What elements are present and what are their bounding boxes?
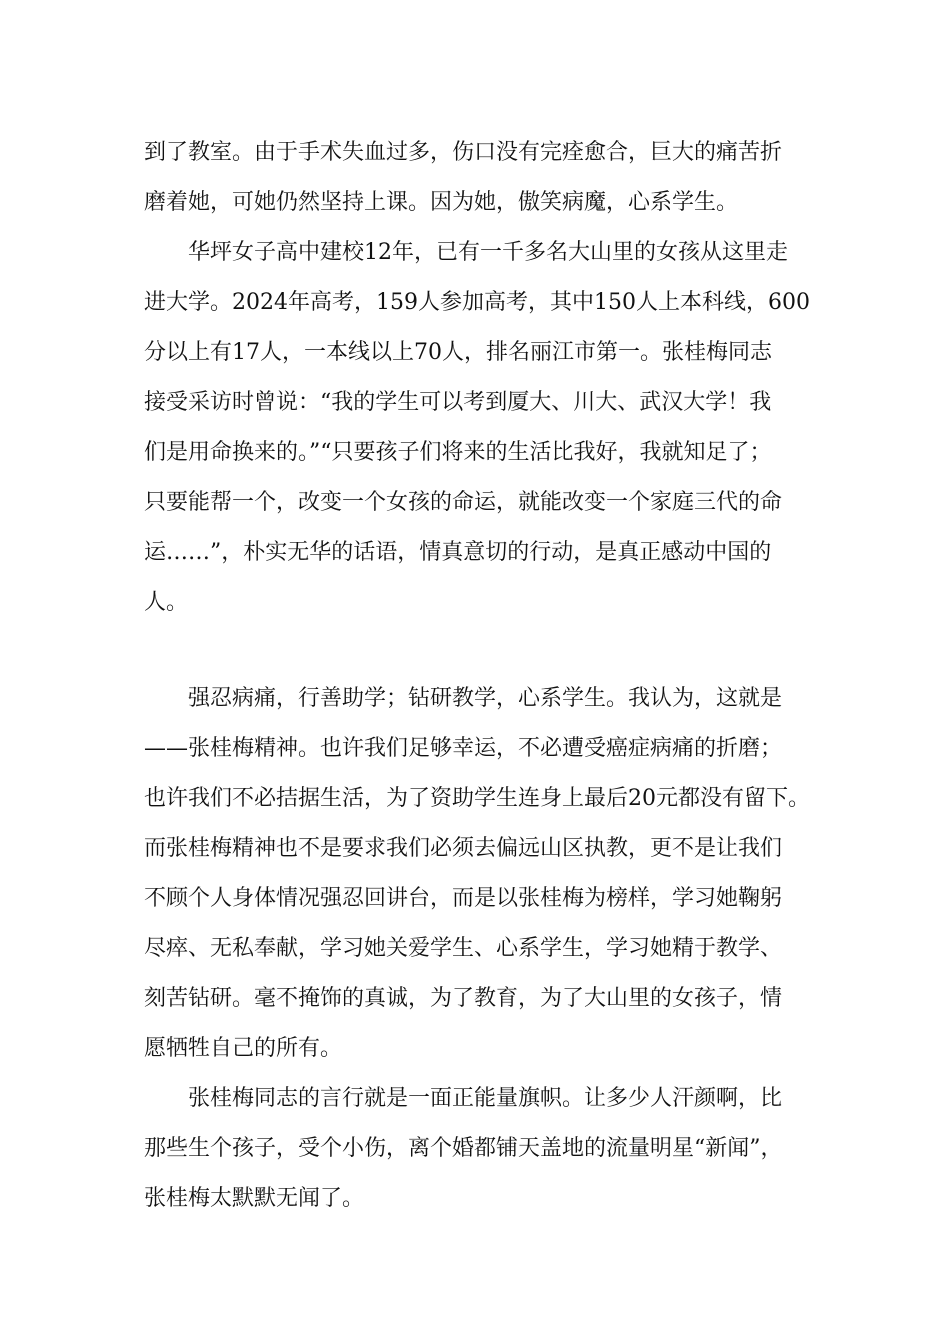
paragraph-line: 尽瘁、无私奉献，学习她关爱学生、心系学生，学习她精于教学、: [144, 936, 783, 961]
paragraph-line: 强忍病痛，行善助学；钻研教学，心系学生。我认为，这就是: [188, 686, 783, 711]
paragraph-line: 而张桂梅精神也不是要求我们必须去偏远山区执教，更不是让我们: [144, 836, 783, 861]
paragraph-line: 们是用命换来的。”“只要孩子们将来的生活比我好，我就知足了；: [144, 440, 772, 465]
paragraph-line: 到了教室。由于手术失血过多，伤口没有完痊愈合，巨大的痛苦折: [144, 140, 783, 165]
paragraph-line: 那些生个孩子，受个小伤，离个婚都铺天盖地的流量明星“新闻”，: [144, 1136, 783, 1161]
paragraph-line: 分以上有17人，一本线以上70人，排名丽江市第一。张桂梅同志: [144, 340, 772, 365]
paragraph-line: 磨着她，可她仍然坚持上课。因为她，傲笑病魔，心系学生。: [144, 190, 739, 215]
paragraph-line: 也许我们不必拮据生活，为了资助学生连身上最后20元都没有留下。: [144, 786, 810, 811]
paragraph-line: ——张桂梅精神。也许我们足够幸运，不必遭受癌症病痛的折磨；: [144, 736, 783, 761]
paragraph-line: 华坪女子高中建校12年，已有一千多名大山里的女孩从这里走: [188, 240, 788, 265]
paragraph-line: 不顾个人身体情况强忍回讲台，而是以张桂梅为榜样，学习她鞠躬: [144, 886, 783, 911]
paragraph-line: 张桂梅同志的言行就是一面正能量旗帜。让多少人汗颜啊，比: [188, 1086, 783, 1111]
paragraph-line: 人。: [144, 590, 189, 615]
paragraph-line: 接受采访时曾说：“我的学生可以考到厦大、川大、武汉大学！我: [144, 390, 772, 415]
paragraph-line: 愿牺牲自己的所有。: [144, 1036, 343, 1061]
paragraph-line: 进大学。2024年高考，159人参加高考，其中150人上本科线，600: [144, 290, 810, 315]
paragraph-line: 只要能帮一个，改变一个女孩的命运，就能改变一个家庭三代的命: [144, 490, 783, 515]
paragraph-line: 运……”，朴实无华的话语，情真意切的行动，是真正感动中国的: [144, 540, 772, 565]
paragraph-line: 刻苦钻研。毫不掩饰的真诚，为了教育，为了大山里的女孩子，情: [144, 986, 783, 1011]
paragraph-line: 张桂梅太默默无闻了。: [144, 1186, 365, 1211]
